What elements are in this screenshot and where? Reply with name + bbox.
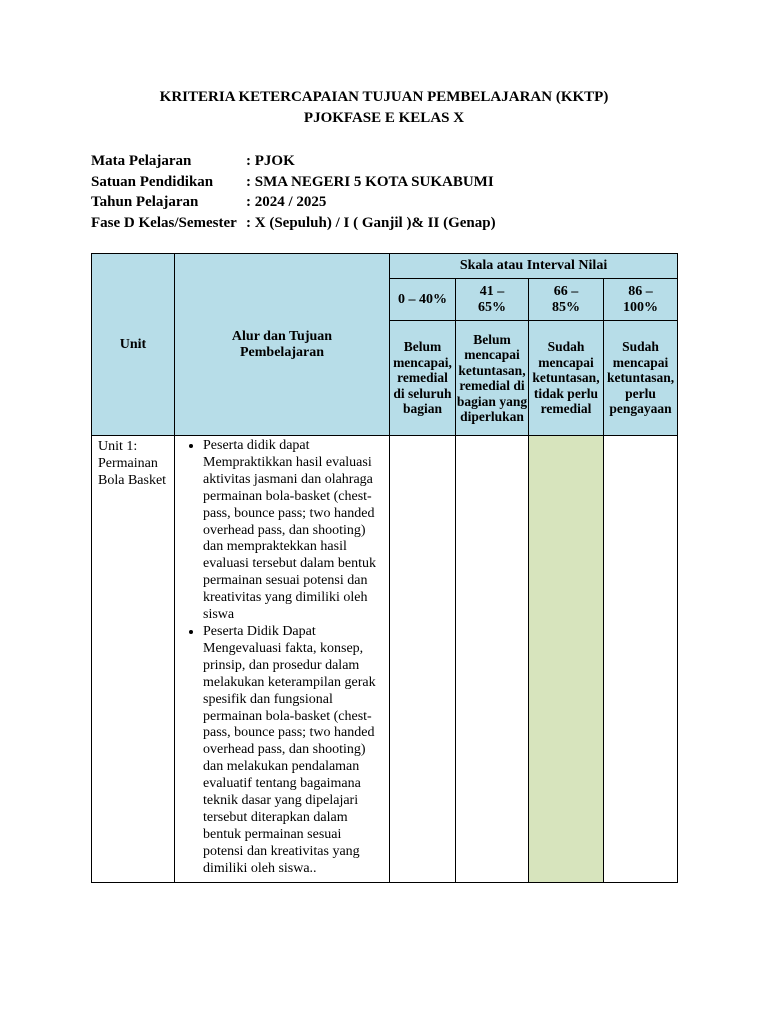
- goal-item: • Peserta Didik Dapat Mengevaluasi fakta, konsep, prinsip, dan prosedur dalam melakukan keterampilan gerak spesifik dan fungsional permainan bola-basket (chest-pass, bounce pass; two handed overhead pass, dan shooting) dan melakukan pendalaman evaluatif tentang bagaimana teknik dasar yang dipelajari tersebut diterapkan dalam bentuk permainan sesuai potensi dan kreativitas yang dimiliki oleh siswa..: [203, 624, 383, 878]
- range-41-65: 41 – 65%: [456, 279, 529, 321]
- meta-value: : SMA NEGERI 5 KOTA SUKABUMI: [246, 173, 494, 190]
- goals-cell: [175, 436, 390, 883]
- meta-label: Fase D Kelas/Semester: [91, 214, 237, 231]
- desc-enrichment: Sudah mencapai ketuntasan, perlu pengayaan: [604, 321, 678, 436]
- unit-name: Unit 1: Permainan Bola Basket: [92, 436, 175, 883]
- range-0-40: 0 – 40%: [390, 279, 456, 321]
- meta-info: [91, 151, 496, 233]
- kktp-table: [91, 253, 678, 883]
- score-cell-0-40[interactable]: [390, 436, 456, 883]
- range-66-85: 66 – 85%: [529, 279, 604, 321]
- meta-label: Tahun Pelajaran: [91, 194, 199, 210]
- score-cell-86-100[interactable]: [604, 436, 678, 883]
- goals-list: [175, 438, 383, 878]
- meta-row-year: [91, 192, 496, 213]
- desc-not-achieved: Belum mencapai, remedial di seluruh bagian: [390, 321, 456, 436]
- desc-partial-remedial: Belum mencapai ketuntasan, remedial di bagian yang diperlukan: [456, 321, 529, 436]
- score-cell-41-65[interactable]: [456, 436, 529, 883]
- meta-row-class: [91, 213, 496, 234]
- meta-value: : X (Sepuluh) / I ( Ganjil )& II (Genap): [246, 214, 496, 231]
- meta-value: : 2024 / 2025: [246, 194, 327, 210]
- header-scale: Skala atau Interval Nilai: [390, 254, 678, 279]
- score-cell-66-85[interactable]: [529, 436, 604, 883]
- range-86-100: 86 – 100%: [604, 279, 678, 321]
- meta-row-school: [91, 172, 496, 193]
- document-title: KRITERIA KETERCAPAIAN TUJUAN PEMBELAJARAN (KKTP): [159, 89, 609, 105]
- desc-achieved: Sudah mencapai ketuntasan, tidak perlu remedial: [529, 321, 604, 436]
- document-subtitle: PJOKFASE E KELAS X: [303, 110, 465, 126]
- meta-label: Satuan Pendidikan: [91, 173, 214, 190]
- table-row: [92, 436, 678, 883]
- meta-value: : PJOK: [246, 153, 295, 169]
- header-unit: Unit: [92, 254, 175, 436]
- goal-item: • Peserta didik dapat Mempraktikkan hasil evaluasi aktivitas jasmani dan olahraga permainan bola-basket (chest-pass, bounce pass; two handed overhead pass, dan shooting) dan mempraktekkan hasil evaluasi tersebut dalam bentuk permainan sesuai potensi dan kreativitas yang dimiliki oleh siswa: [203, 438, 383, 624]
- meta-row-subject: [91, 151, 496, 172]
- header-goals: Alur dan Tujuan Pembelajaran: [175, 254, 390, 436]
- meta-label: Mata Pelajaran: [91, 153, 192, 169]
